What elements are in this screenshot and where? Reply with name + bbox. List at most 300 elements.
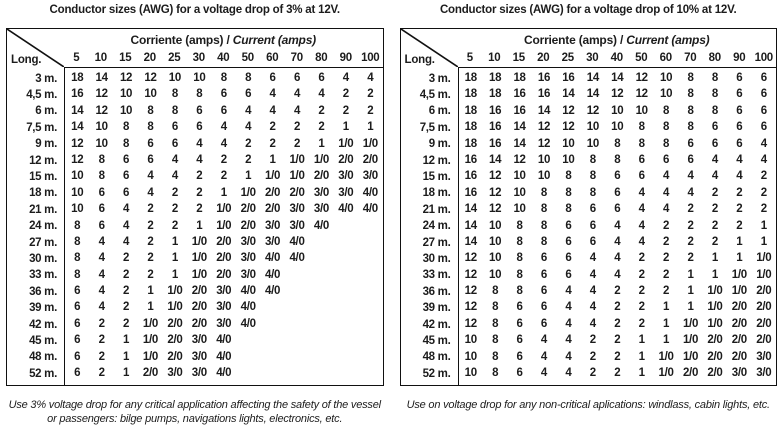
awg-value-cell: 8 <box>98 153 105 166</box>
awg-value-cell: 1/0 <box>216 219 232 232</box>
length-label: 39 m. <box>29 302 57 315</box>
awg-value-cell: 4 <box>565 317 572 330</box>
awg-value-cell: 4 <box>98 285 105 298</box>
awg-value-cell: 2 <box>196 203 203 216</box>
length-label: 36 m. <box>29 285 57 298</box>
length-label: 9 m. <box>35 138 57 151</box>
awg-value-cell <box>309 283 333 299</box>
awg-value-cell: 6 <box>540 317 548 330</box>
awg-value-cell: 14 <box>464 203 477 216</box>
awg-value-cell: 4 <box>589 285 596 298</box>
awg-value-cell <box>334 349 358 365</box>
awg-value-cell: 3/0 <box>313 203 329 216</box>
awg-value-cell: 2 <box>614 285 621 298</box>
awg-value-cell: 14 <box>586 72 599 84</box>
awg-value-cell: 6 <box>565 252 572 265</box>
awg-value-cell: 6 <box>589 203 596 216</box>
awg-value-cell: 2 <box>147 203 154 216</box>
awg-value-cell: 2 <box>245 137 252 150</box>
awg-value-cell: 4 <box>736 170 743 183</box>
awg-value-cell: 1/0 <box>313 153 329 166</box>
table-panel-10-percent <box>400 3 778 443</box>
awg-value-cell: 4 <box>318 88 325 101</box>
awg-value-cell: 6 <box>123 153 130 166</box>
awg-value-cell: 1/0 <box>682 334 699 347</box>
awg-value-cell: 1 <box>147 301 154 314</box>
awg-value-cell: 10 <box>659 72 673 84</box>
awg-value-cell: 2 <box>687 235 694 248</box>
awg-value-cell: 6 <box>687 137 694 150</box>
awg-value-cell: 4 <box>342 72 349 84</box>
amp-column-header: 25 <box>561 52 574 64</box>
awg-value-cell: 6 <box>540 301 548 314</box>
awg-value-cell: 1 <box>760 235 767 248</box>
length-label: 42 m. <box>29 318 57 331</box>
table-row <box>65 86 383 102</box>
awg-value-cell: 6 <box>711 137 718 150</box>
awg-value-cell: 8 <box>220 72 227 84</box>
awg-value-cell: 2 <box>711 203 718 216</box>
awg-value-cell: 12 <box>119 72 133 84</box>
awg-value-cell: 4 <box>663 186 670 199</box>
awg-value-cell: 10 <box>513 186 526 199</box>
awg-value-cell: 8 <box>614 153 621 166</box>
awg-value-cell <box>236 332 260 348</box>
awg-value-cell: 4 <box>687 170 694 183</box>
awg-value-cell: 1 <box>663 334 670 347</box>
amp-column-header: 40 <box>610 52 623 64</box>
awg-value-cell: 1 <box>245 170 252 183</box>
amp-column-header: 90 <box>339 52 352 64</box>
amp-column-header: 20 <box>537 52 550 64</box>
awg-value-cell: 12 <box>611 88 624 101</box>
awg-value-cell: 1/0 <box>142 350 159 363</box>
awg-value-cell: 1/0 <box>289 170 305 183</box>
awg-value-cell <box>334 332 358 348</box>
awg-value-cell: 2 <box>269 137 276 150</box>
awg-value-cell: 2/0 <box>682 367 699 380</box>
awg-value-cell: 8 <box>196 88 203 101</box>
awg-value-cell: 3/0 <box>265 235 281 248</box>
awg-value-cell <box>309 316 333 332</box>
awg-value-cell: 2 <box>293 137 301 150</box>
table-row <box>65 250 383 266</box>
awg-value-cell: 16 <box>537 88 551 101</box>
table-row <box>459 316 777 332</box>
awg-value-cell: 8 <box>711 72 718 84</box>
awg-value-cell: 18 <box>464 121 477 134</box>
awg-table <box>6 28 384 386</box>
awg-value-cell: 16 <box>464 186 477 199</box>
awg-value-cell <box>260 332 284 348</box>
awg-value-cell: 2 <box>98 317 105 330</box>
table-row <box>459 136 777 152</box>
awg-value-cell: 8 <box>171 88 178 101</box>
awg-value-cell: 6 <box>74 301 81 314</box>
table-row <box>459 103 777 119</box>
awg-value-cell: 6 <box>736 137 743 150</box>
length-label: 15 m. <box>422 171 451 184</box>
awg-value-cell: 8 <box>711 88 718 101</box>
awg-value-cell: 14 <box>464 219 477 232</box>
awg-value-cell <box>334 250 358 266</box>
awg-value-cell: 1/0 <box>142 317 159 330</box>
awg-value-cell: 6 <box>196 121 203 134</box>
awg-value-cell: 6 <box>516 350 523 363</box>
awg-value-cell: 4/0 <box>338 203 354 216</box>
length-label: 42 m. <box>422 318 451 331</box>
awg-value-cell: 2 <box>687 203 694 216</box>
table-row <box>65 119 383 135</box>
awg-value-cell <box>285 349 309 365</box>
table-row <box>65 168 383 184</box>
awg-value-cell: 8 <box>492 301 499 314</box>
current-header <box>458 29 777 51</box>
length-label: 15 m. <box>29 171 57 184</box>
awg-value-cell: 6 <box>147 153 154 166</box>
awg-value-cell: 2 <box>736 203 743 216</box>
awg-value-cell: 2/0 <box>142 367 159 380</box>
table-body <box>7 67 383 385</box>
table-row <box>65 234 383 250</box>
awg-value-cell: 6 <box>245 88 252 101</box>
awg-value-cell: 8 <box>516 268 523 281</box>
awg-value-cell: 2 <box>663 252 670 265</box>
awg-value-cell: 2 <box>638 301 645 314</box>
awg-value-cell: 10 <box>489 219 502 232</box>
table-row <box>459 86 777 102</box>
awg-value-cell: 4 <box>638 186 645 199</box>
awg-value-cell: 2 <box>736 186 743 199</box>
awg-value-cell: 10 <box>119 88 133 101</box>
awg-value-cell: 10 <box>513 170 526 183</box>
awg-value-cell <box>309 299 333 315</box>
awg-value-cell <box>358 332 382 348</box>
awg-value-cell: 14 <box>464 235 477 248</box>
awg-value-cell: 10 <box>71 203 84 216</box>
awg-value-cell <box>285 299 309 315</box>
awg-value-cell: 4 <box>589 317 596 330</box>
awg-value-cell: 3/0 <box>338 170 354 183</box>
awg-value-cell: 2 <box>638 252 645 265</box>
length-label: 52 m. <box>422 367 451 380</box>
awg-value-cell: 1/0 <box>707 285 723 298</box>
awg-value-cell: 10 <box>635 104 648 117</box>
awg-value-cell: 4 <box>540 367 548 380</box>
table-row <box>459 365 777 381</box>
table-row <box>459 332 777 348</box>
awg-value-cell: 2 <box>736 219 743 232</box>
awg-value-cell <box>309 267 333 283</box>
table-row <box>459 349 777 365</box>
awg-value-cell: 2 <box>147 219 154 232</box>
awg-value-cell: 6 <box>196 104 203 117</box>
awg-value-cell: 1/0 <box>289 153 305 166</box>
awg-value-cell: 6 <box>736 121 743 134</box>
awg-value-cell: 2 <box>367 88 374 101</box>
table-row <box>459 152 777 168</box>
awg-value-cell: 4 <box>565 350 572 363</box>
awg-value-cell: 12 <box>635 88 648 101</box>
awg-value-cell: 4 <box>367 72 374 84</box>
awg-value-cell <box>334 299 358 315</box>
table-body <box>401 67 777 385</box>
amp-column-header: 5 <box>73 52 80 64</box>
awg-value-cell: 6 <box>98 203 105 216</box>
awg-value-cell: 6 <box>614 170 621 183</box>
current-header-normal: Corriente (amps) / <box>524 33 627 47</box>
awg-value-cell: 8 <box>245 72 252 84</box>
awg-value-cell: 18 <box>71 72 84 84</box>
awg-value-cell: 6 <box>736 88 743 101</box>
awg-value-cell: 1 <box>342 121 349 134</box>
awg-value-cell: 1 <box>220 186 227 199</box>
awg-value-cell: 4 <box>565 334 572 347</box>
awg-value-cell: 4/0 <box>313 219 329 232</box>
awg-value-cell: 10 <box>489 268 502 281</box>
awg-value-cell <box>285 267 309 283</box>
awg-value-cell: 8 <box>565 170 572 183</box>
awg-value-cell: 6 <box>540 252 548 265</box>
awg-value-cell: 4 <box>663 170 670 183</box>
awg-value-cell: 2/0 <box>731 301 747 314</box>
length-column-label: Long. <box>404 54 435 66</box>
awg-value-cell: 4 <box>711 153 718 166</box>
awg-value-cell: 1/0 <box>658 350 674 363</box>
table-row <box>65 152 383 168</box>
awg-value-cell: 12 <box>513 153 526 166</box>
amp-column-header: 50 <box>241 52 254 64</box>
awg-value-cell <box>334 283 358 299</box>
awg-value-cell: 10 <box>611 121 624 134</box>
awg-value-cell: 2 <box>638 285 645 298</box>
table-footnote: Use on voltage drop for any non-critical aplications: windlass, cabin lights, etc. <box>406 399 770 411</box>
awg-value-cell: 1 <box>171 252 178 265</box>
awg-value-cell <box>285 365 309 381</box>
awg-value-cell: 6 <box>565 235 572 248</box>
length-label: 45 m. <box>422 334 451 347</box>
awg-value-cell: 14 <box>71 104 84 117</box>
awg-value-cell: 1 <box>638 350 645 363</box>
awg-value-cell: 1/0 <box>338 137 354 150</box>
table-row <box>65 332 383 348</box>
awg-value-cell: 16 <box>489 137 502 150</box>
awg-value-cell: 3/0 <box>216 317 232 330</box>
awg-value-cell <box>309 250 333 266</box>
table-row <box>65 185 383 201</box>
length-label: 33 m. <box>29 269 57 282</box>
awg-value-cell: 2 <box>220 153 227 166</box>
current-header-italic: Current (amps) <box>626 33 710 47</box>
awg-value-cell: 6 <box>736 104 743 117</box>
length-label: 6 m. <box>428 105 451 118</box>
awg-value-cell: 1 <box>171 235 178 248</box>
awg-value-cell: 1 <box>687 268 694 281</box>
awg-value-cell: 1 <box>760 219 767 232</box>
awg-value-cell: 4 <box>269 104 276 117</box>
awg-value-cell: 4 <box>565 301 572 314</box>
table-row <box>65 316 383 332</box>
awg-value-cell: 6 <box>147 137 154 150</box>
awg-value-cell: 12 <box>489 170 502 183</box>
awg-value-cell: 6 <box>74 367 81 380</box>
awg-value-cell: 8 <box>74 219 81 232</box>
awg-value-cell: 10 <box>168 72 181 84</box>
awg-value-cell: 2 <box>687 252 694 265</box>
awg-value-cell: 8 <box>492 350 499 363</box>
awg-value-cell: 2 <box>711 186 718 199</box>
awg-value-cell: 1/0 <box>756 268 772 281</box>
awg-value-cell: 6 <box>516 317 523 330</box>
awg-value-cell: 6 <box>123 186 130 199</box>
awg-value-cell: 1 <box>147 285 154 298</box>
awg-value-cell: 2/0 <box>756 317 772 330</box>
amp-column-header: 15 <box>512 52 525 64</box>
awg-value-cell: 14 <box>586 88 599 101</box>
awg-value-cell: 1 <box>269 153 276 166</box>
awg-value-cell: 1/0 <box>265 170 281 183</box>
awg-value-cell: 2 <box>123 268 130 281</box>
awg-value-cell: 2 <box>711 219 718 232</box>
awg-value-cell: 1/0 <box>191 252 207 265</box>
awg-value-cell: 2/0 <box>265 203 281 216</box>
awg-value-cell: 12 <box>71 153 84 166</box>
awg-value-cell: 3/0 <box>289 219 305 232</box>
awg-value-cell <box>309 349 333 365</box>
awg-value-cell: 10 <box>562 153 575 166</box>
awg-value-cell: 8 <box>540 203 548 216</box>
awg-value-cell: 3/0 <box>240 268 256 281</box>
awg-value-cell: 8 <box>663 137 670 150</box>
awg-value-cell: 2 <box>614 334 621 347</box>
awg-value-cell: 3/0 <box>265 219 281 232</box>
awg-value-cell: 4 <box>589 268 596 281</box>
awg-value-cell <box>285 316 309 332</box>
awg-value-cell: 4/0 <box>362 203 378 216</box>
awg-value-cell <box>334 365 358 381</box>
current-header <box>64 29 383 51</box>
awg-value-cell: 8 <box>147 121 154 134</box>
awg-value-cell: 1 <box>663 301 670 314</box>
awg-value-cell <box>358 365 382 381</box>
length-label: 18 m. <box>29 187 57 200</box>
table-row <box>65 283 383 299</box>
awg-value-cell: 1 <box>171 268 178 281</box>
awg-value-cell: 1/0 <box>658 367 674 380</box>
awg-value-cell <box>358 283 382 299</box>
amp-column-header: 20 <box>143 52 156 64</box>
awg-value-cell: 2/0 <box>707 334 723 347</box>
awg-value-cell <box>236 349 260 365</box>
awg-value-cell: 6 <box>589 219 596 232</box>
awg-value-cell: 2 <box>269 121 276 134</box>
awg-value-cell: 6 <box>760 121 767 134</box>
awg-value-cell: 2 <box>293 121 301 134</box>
awg-value-cell: 10 <box>464 350 477 363</box>
awg-value-cell: 2 <box>663 268 670 281</box>
awg-value-cell: 14 <box>489 153 502 166</box>
length-label: 7,5 m. <box>419 121 451 134</box>
awg-value-cell: 14 <box>537 104 551 117</box>
awg-value-cell: 3/0 <box>289 203 305 216</box>
awg-value-cell: 4 <box>98 235 105 248</box>
awg-value-cell: 6 <box>74 350 81 363</box>
awg-value-cell: 10 <box>562 137 575 150</box>
awg-value-cell: 4 <box>589 301 596 314</box>
awg-value-cell: 18 <box>464 104 477 117</box>
data-grid <box>64 67 383 385</box>
awg-value-cell: 10 <box>95 121 108 134</box>
awg-value-cell: 1/0 <box>191 268 207 281</box>
awg-value-cell: 4/0 <box>362 186 378 199</box>
awg-value-cell: 18 <box>489 72 502 84</box>
table-row <box>65 218 383 234</box>
awg-value-cell: 3/0 <box>167 367 183 380</box>
table-row <box>65 136 383 152</box>
awg-value-cell: 2/0 <box>216 268 232 281</box>
awg-value-cell: 6 <box>220 104 227 117</box>
awg-value-cell: 3/0 <box>362 170 378 183</box>
awg-value-cell: 10 <box>513 203 526 216</box>
amp-columns-row <box>458 51 777 67</box>
awg-value-cell: 1 <box>687 285 694 298</box>
awg-value-cell: 8 <box>565 186 572 199</box>
awg-value-cell: 8 <box>147 104 154 117</box>
awg-value-cell: 4 <box>98 268 105 281</box>
awg-value-cell: 6 <box>516 301 523 314</box>
awg-value-cell: 4 <box>687 186 694 199</box>
awg-value-cell: 18 <box>513 72 526 84</box>
awg-value-cell: 2/0 <box>707 367 723 380</box>
awg-value-cell <box>260 365 284 381</box>
awg-value-cell: 3/0 <box>756 367 772 380</box>
awg-value-cell: 4 <box>614 268 621 281</box>
awg-value-cell: 4 <box>123 235 130 248</box>
awg-value-cell: 3/0 <box>191 334 207 347</box>
awg-value-cell: 10 <box>586 137 599 150</box>
awg-value-cell: 2 <box>614 317 621 330</box>
amp-column-header: 50 <box>635 52 648 64</box>
awg-value-cell: 8 <box>663 104 670 117</box>
awg-value-cell: 4 <box>614 235 621 248</box>
awg-value-cell: 6 <box>736 72 743 84</box>
length-label: 12 m. <box>422 154 451 167</box>
length-label: 4,5 m. <box>419 89 451 102</box>
awg-value-cell: 6 <box>565 268 572 281</box>
awg-value-cell: 8 <box>711 104 718 117</box>
awg-value-cell: 4 <box>123 219 130 232</box>
awg-value-cell: 4 <box>565 367 572 380</box>
awg-value-cell: 2/0 <box>731 350 747 363</box>
awg-value-cell: 10 <box>611 104 624 117</box>
awg-value-cell: 8 <box>492 285 499 298</box>
awg-value-cell: 12 <box>537 137 551 150</box>
awg-value-cell: 4/0 <box>216 367 232 380</box>
amp-column-header: 90 <box>733 52 746 64</box>
awg-value-cell: 8 <box>540 219 548 232</box>
awg-value-cell: 8 <box>687 121 694 134</box>
awg-value-cell <box>358 299 382 315</box>
awg-value-cell: 8 <box>540 235 548 248</box>
header-right <box>64 29 383 67</box>
amp-column-header: 5 <box>466 52 473 64</box>
awg-value-cell: 2 <box>171 203 178 216</box>
awg-value-cell: 8 <box>74 252 81 265</box>
awg-value-cell: 1 <box>318 137 325 150</box>
length-labels-column <box>7 67 64 385</box>
awg-value-cell: 12 <box>489 203 502 216</box>
awg-value-cell: 16 <box>464 153 477 166</box>
